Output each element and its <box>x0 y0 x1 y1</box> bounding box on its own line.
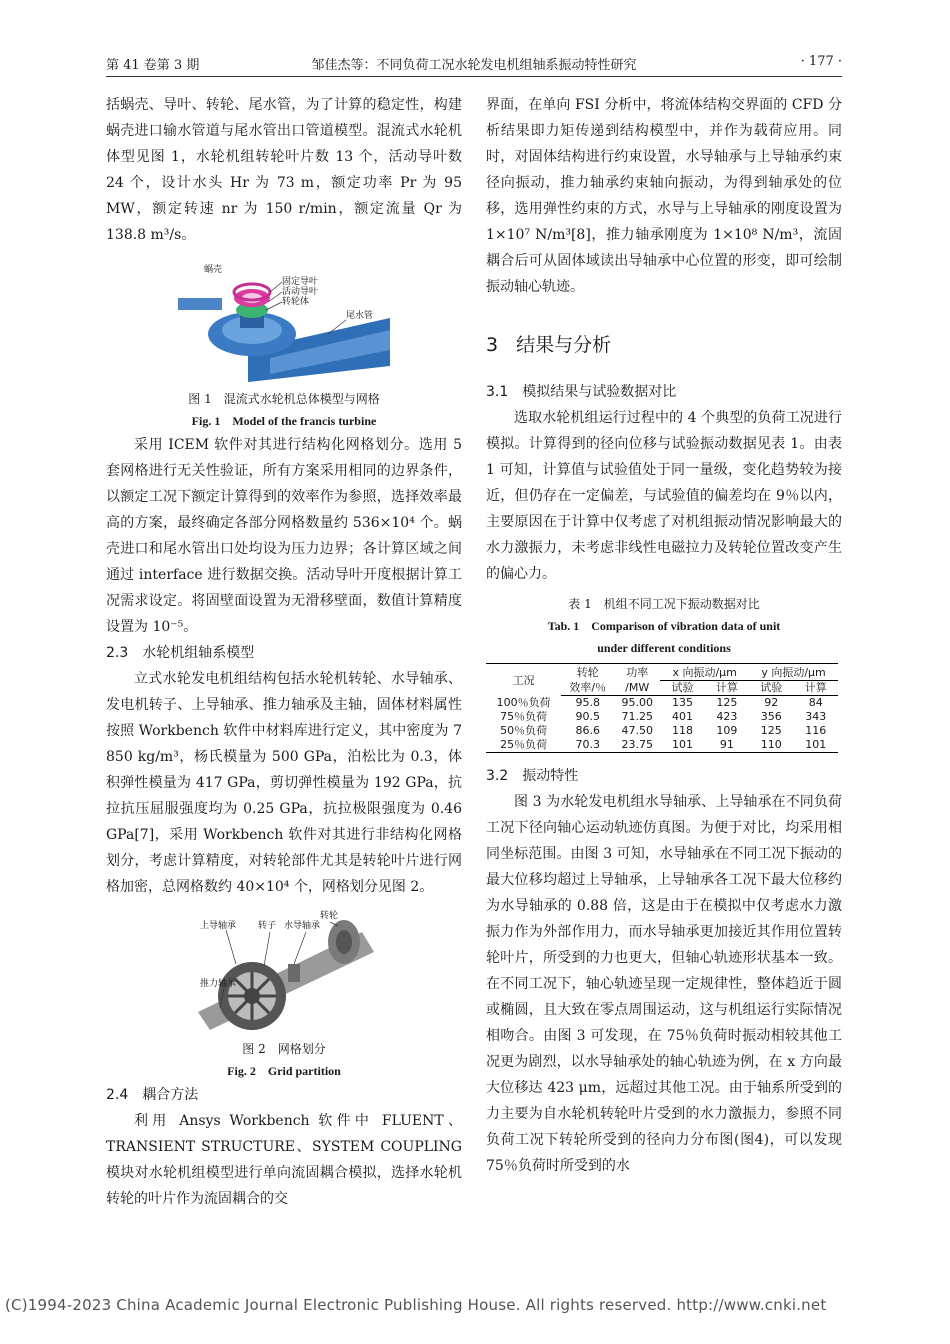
label-stay-vane: 固定导叶 <box>282 277 319 287</box>
header-x-calc: 计算 <box>705 681 749 696</box>
paragraph-vibration-characteristics: 图 3 为水轮发电机组水导轴承、上导轴承在不同负荷工况下径向轴心运动轨迹仿真图。为便于对比，均采用相同坐标范围。由图 3 可知，水导轴承在不同工况下振动的最大位移均超过上导轴承，上导轴承各工况下最大位移约为水导轴承的 0.88 倍，这是由于在模拟中仅考虑水力激振力作为外部作用力，而水导轴承更加接近其作用位置转轮叶片，所受到的力也更大，但轴心轨迹形状基本一致。在不同工况下，轴心轨迹呈现一定规律性，整体趋近于圆或椭圆，且大致在零点周围运动，这与机组运行实际情况相吻合。由图 3 可发现，在 75％负荷时振动相较其他工况更为剧烈，以水导轴承处的轴心轨迹为例，在 x 方向最大位移达 423 μm，远超过其他工况。由于轴系所受到的力主要为自水轮机转轮叶片受到的水力激振力，参照不同负荷工况下转轮所受到的径向力分布图(图4)，可以发现75％负荷时所受到的水 <box>486 794 842 1174</box>
figure-1-caption-en: Fig. 1 Model of the francis turbine <box>191 414 377 428</box>
table-cell: 95.8 <box>575 696 600 709</box>
table-cell: 356 <box>760 710 782 723</box>
table-cell: 84 <box>808 696 823 709</box>
figure-1-caption-cn: 图 1 混流式水轮机总体模型与网格 <box>188 392 380 406</box>
table-cell: 118 <box>671 724 693 737</box>
copyright-footer: (C)1994-2023 China Academic Journal Electronic Publishing House. All rights reserved. http://www.cnki.net <box>5 1296 827 1314</box>
label-water-guide-bearing: 水导轴承 <box>284 921 321 931</box>
table-cell: 423 <box>716 710 738 723</box>
figure-grid-partition <box>178 908 390 1032</box>
table-cell: 90.5 <box>575 710 600 723</box>
table-1-caption-cn: 表 1 机组不同工况下振动数据对比 <box>568 597 760 611</box>
table-cell: 343 <box>805 710 827 723</box>
paragraph-comparison: 选取水轮机组运行过程中的 4 个典型的负荷工况进行模拟。计算得到的径向位移与试验振动数据见表 1。由表 1 可知，计算值与试验值处于同一量级，变化趋势较为接近，但仍存在一定偏差，与试验值的偏差均在 9％以内，主要原因在于计算中仅考虑了对机组振动情况影响最大的水力激振力，未考虑非线性电磁拉力及转轮位置改变产生的偏心力。 <box>486 410 842 582</box>
table-cell: 71.25 <box>621 710 653 723</box>
running-header <box>106 50 842 77</box>
table-row <box>486 696 838 711</box>
table-cell: 50％负荷 <box>500 724 548 737</box>
header-x-test: 试验 <box>660 681 704 696</box>
header-efficiency: 转轮 <box>561 664 614 681</box>
figure-2-caption-cn: 图 2 网格划分 <box>242 1042 326 1056</box>
header-y-vibration: y 向振动/μm <box>749 664 838 681</box>
table-cell: 109 <box>716 724 738 737</box>
section-2-3-heading: 2.3 水轮机组轴系模型 <box>106 645 255 661</box>
section-2-4-heading: 2.4 耦合方法 <box>106 1087 199 1103</box>
paragraph-model-setup: 括蜗壳、导叶、转轮、尾水管，为了计算的稳定性，构建蜗壳进口输水管道与尾水管出口管道模型。混流式水轮机体型见图 1，水轮机组转轮叶片数 13 个，活动导叶数 24 个，设计水头 Hr 为 73 m，额定功率 Pr 为 95 MW，额定转速 nr 为 150 r/min，额定流量 Qr 为 138.8 m³/s。 <box>106 97 462 243</box>
section-3-1-heading: 3.1 模拟结果与试验数据对比 <box>486 384 677 400</box>
section-3-heading <box>486 330 842 357</box>
table-cell: 135 <box>671 696 693 709</box>
table-row <box>486 738 838 753</box>
right-column <box>486 92 842 1179</box>
figure-2-caption-en: Fig. 2 Grid partition <box>227 1064 341 1078</box>
table-cell: 125 <box>760 724 782 737</box>
table-1-caption-en-1: Tab. 1 Comparison of vibration data of unit <box>547 619 781 633</box>
table-cell: 86.6 <box>575 724 600 737</box>
header-efficiency-unit: 效率/％ <box>561 681 614 696</box>
header-y-test: 试验 <box>749 681 793 696</box>
header-power: 功率 <box>614 664 660 681</box>
table-cell: 401 <box>671 710 693 723</box>
header-x-vibration: x 向振动/μm <box>660 664 749 681</box>
header-condition: 工况 <box>486 664 561 696</box>
table-cell: 92 <box>764 696 779 709</box>
label-spiral-case: 蜗壳 <box>204 265 223 275</box>
table-row <box>486 724 838 738</box>
left-column <box>106 92 462 1212</box>
section-3-title: 结果与分析 <box>516 334 612 356</box>
label-rotor: 转子 <box>258 921 277 931</box>
label-draft-tube: 尾水管 <box>346 311 374 321</box>
table-cell: 101 <box>794 738 838 753</box>
table-1-caption-en-2: under different conditions <box>597 641 731 655</box>
table-cell: 70.3 <box>561 738 614 753</box>
label-runner: 转轮体 <box>282 297 310 307</box>
table-cell: 125 <box>716 696 738 709</box>
section-3-number: 3 <box>486 334 499 356</box>
guide-bearing-shape <box>288 964 300 982</box>
paragraph-coupling-cont: 界面，在单向 FSI 分析中，将流体结构交界面的 CFD 分析结果即力矩传递到结构模型中，并作为载荷应用。同时，对固体结构进行约束设置，水导轴承与上导轴承约束径向振动，推力轴承约束轴向振动，为得到轴承处的位移，选用弹性约束的方式，水导与上导轴承的刚度设置为 1×10⁷ N/m³[8]，推力轴承刚度为 1×10⁸ N/m³，流固耦合后可从固体域读出导轴承中心位置的形变，即可绘制振动轴心轨迹。 <box>486 97 842 295</box>
inlet-pipe-shape <box>178 298 222 310</box>
table-cell: 47.50 <box>621 724 653 737</box>
table-cell: 91 <box>705 738 749 753</box>
label-guide-vane: 活动导叶 <box>282 287 319 297</box>
table-row <box>486 710 838 724</box>
table-cell: 95.00 <box>621 696 653 709</box>
table-cell: 23.75 <box>614 738 660 753</box>
table-cell: 101 <box>660 738 704 753</box>
label-thrust-bearing: 推力轴承 <box>200 979 237 989</box>
header-y-calc: 计算 <box>794 681 838 696</box>
table-cell: 100％负荷 <box>496 695 551 709</box>
volume-issue: 第 41 卷第 3 期 <box>106 58 200 73</box>
paragraph-mesh: 采用 ICEM 软件对其进行结构化网格划分。选用 5 套网格进行无关性验证，所有方案采用相同的边界条件，以额定工况下额定计算得到的效率作为参照，选择效率最高的方案，最终确定各部分网格数量约 536×10⁴ 个。蜗壳进口和尾水管出口处均设为压力边界；各计算区域之间通过 interface 进行数据交换。活动导叶开度根据计算工况需求设定。将固壁面设置为无滑移壁面，数值计算精度设置为 10⁻⁵。 <box>106 437 462 635</box>
figure-turbine-model <box>178 254 390 382</box>
table-cell: 75％负荷 <box>500 710 548 723</box>
table-cell: 116 <box>805 724 827 737</box>
header-power-unit: /MW <box>614 681 660 696</box>
label-upper-guide-bearing: 上导轴承 <box>200 921 237 931</box>
running-title: 邹佳杰等：不同负荷工况水轮发电机组轴系振动特性研究 <box>311 58 637 73</box>
section-3-2-heading: 3.2 振动特性 <box>486 768 579 784</box>
table-cell: 110 <box>749 738 793 753</box>
vibration-data-table <box>486 663 838 753</box>
paragraph-coupling: 利用 Ansys Workbench 软件中 FLUENT、TRANSIENT STRUCTURE、SYSTEM COUPLING 模块对水轮机组模型进行单向流固耦合模拟，选择水轮机转轮的叶片作为流固耦合的交 <box>106 1113 462 1207</box>
page-number: · 177 · <box>800 54 842 69</box>
paragraph-shaft-model: 立式水轮发电机组结构包括水轮机转轮、水导轴承、发电机转子、上导轴承、推力轴承及主轴，固体材料属性按照 Workbench 软件中材料库进行定义，其中密度为 7 850 kg/m³，杨氏模量为 500 GPa，泊松比为 0.3，体积弹性模量为 417 GPa，剪切弹性模量为 192 GPa，抗拉抗压屈服强度均为 0.25 GPa，抗拉极限强度为 0.46 GPa[7]，采用 Workbench 软件对其进行非结构化网格划分，考虑计算精度，对转轮部件尤其是转轮叶片进行网格加密，总网格数约 40×10⁴ 个，网格划分见图 2。 <box>106 671 462 895</box>
label-runner: 转轮 <box>320 911 339 921</box>
table-cell: 25％负荷 <box>486 738 561 753</box>
